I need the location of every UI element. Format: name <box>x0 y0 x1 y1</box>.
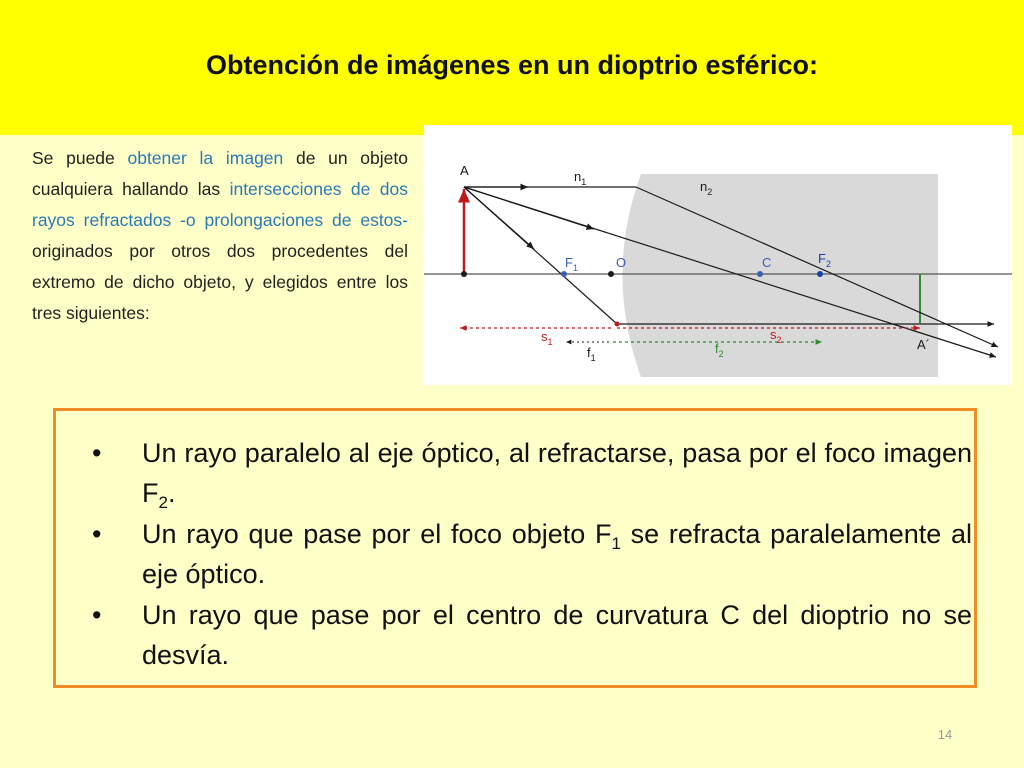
label-n1: $n_1$ <box>574 169 587 187</box>
label-c: C <box>762 255 772 270</box>
ray-center-arrowhead <box>464 187 594 229</box>
point-f2 <box>817 271 823 277</box>
dioptre-diagram <box>424 125 1012 385</box>
label-n2: $n_2$ <box>700 179 713 197</box>
point-c <box>757 271 763 277</box>
label-f2: $F_2$ <box>818 251 831 269</box>
title-bar <box>0 0 1024 135</box>
rule-focal-ray: • Un rayo que pase por el foco objeto $F_1$ se refracta paralelamente al eje óptico. <box>92 514 972 594</box>
ray-diagram-svg <box>424 125 1012 385</box>
rules-list <box>92 433 972 675</box>
intro-text-2: de un objeto cualquiera hallando las <box>32 148 408 199</box>
bullet: • <box>92 519 102 549</box>
bullet: • <box>92 600 102 630</box>
refraction-point <box>615 322 620 327</box>
bullet: • <box>92 438 102 468</box>
intro-text-1: Se puede <box>32 148 128 168</box>
label-f1: $F_1$ <box>565 255 578 273</box>
page-number: 14 <box>937 727 953 742</box>
point-f1 <box>561 271 567 277</box>
label-s2: $s_2$ <box>770 327 782 345</box>
intro-highlight-2: intersecciones de dos rayos refractados -o prolongaciones de estos- <box>32 179 408 230</box>
object-base-point <box>461 271 467 277</box>
label-s1: $s_1$ <box>541 329 553 347</box>
label-a: A <box>460 163 469 178</box>
intro-highlight-1: obtener la imagen <box>127 148 284 168</box>
ray-focal-arrowhead <box>464 187 534 249</box>
label-f1-distance: $f_1$ <box>587 345 596 363</box>
rule-center-ray: • Un rayo que pase por el centro de curvatura C del dioptrio no se desvía. <box>92 595 972 675</box>
rules-box <box>53 408 977 688</box>
intro-text-3: originados por otros dos procedentes del extremo de dicho objeto, y elegidos entre los tres siguientes: <box>32 241 408 323</box>
label-a-prime: A´ <box>917 337 930 352</box>
label-o: O <box>616 255 627 270</box>
point-o <box>608 271 614 277</box>
medium-n2 <box>623 174 939 377</box>
slide-title: Obtención de imágenes en un dioptrio esférico: <box>205 50 819 80</box>
intro-paragraph <box>32 143 408 329</box>
rule-parallel-ray: • Un rayo paralelo al eje óptico, al refractarse, pasa por el foco imagen $F_2$. <box>92 433 972 513</box>
label-f2-distance: $f_2$ <box>715 341 724 359</box>
